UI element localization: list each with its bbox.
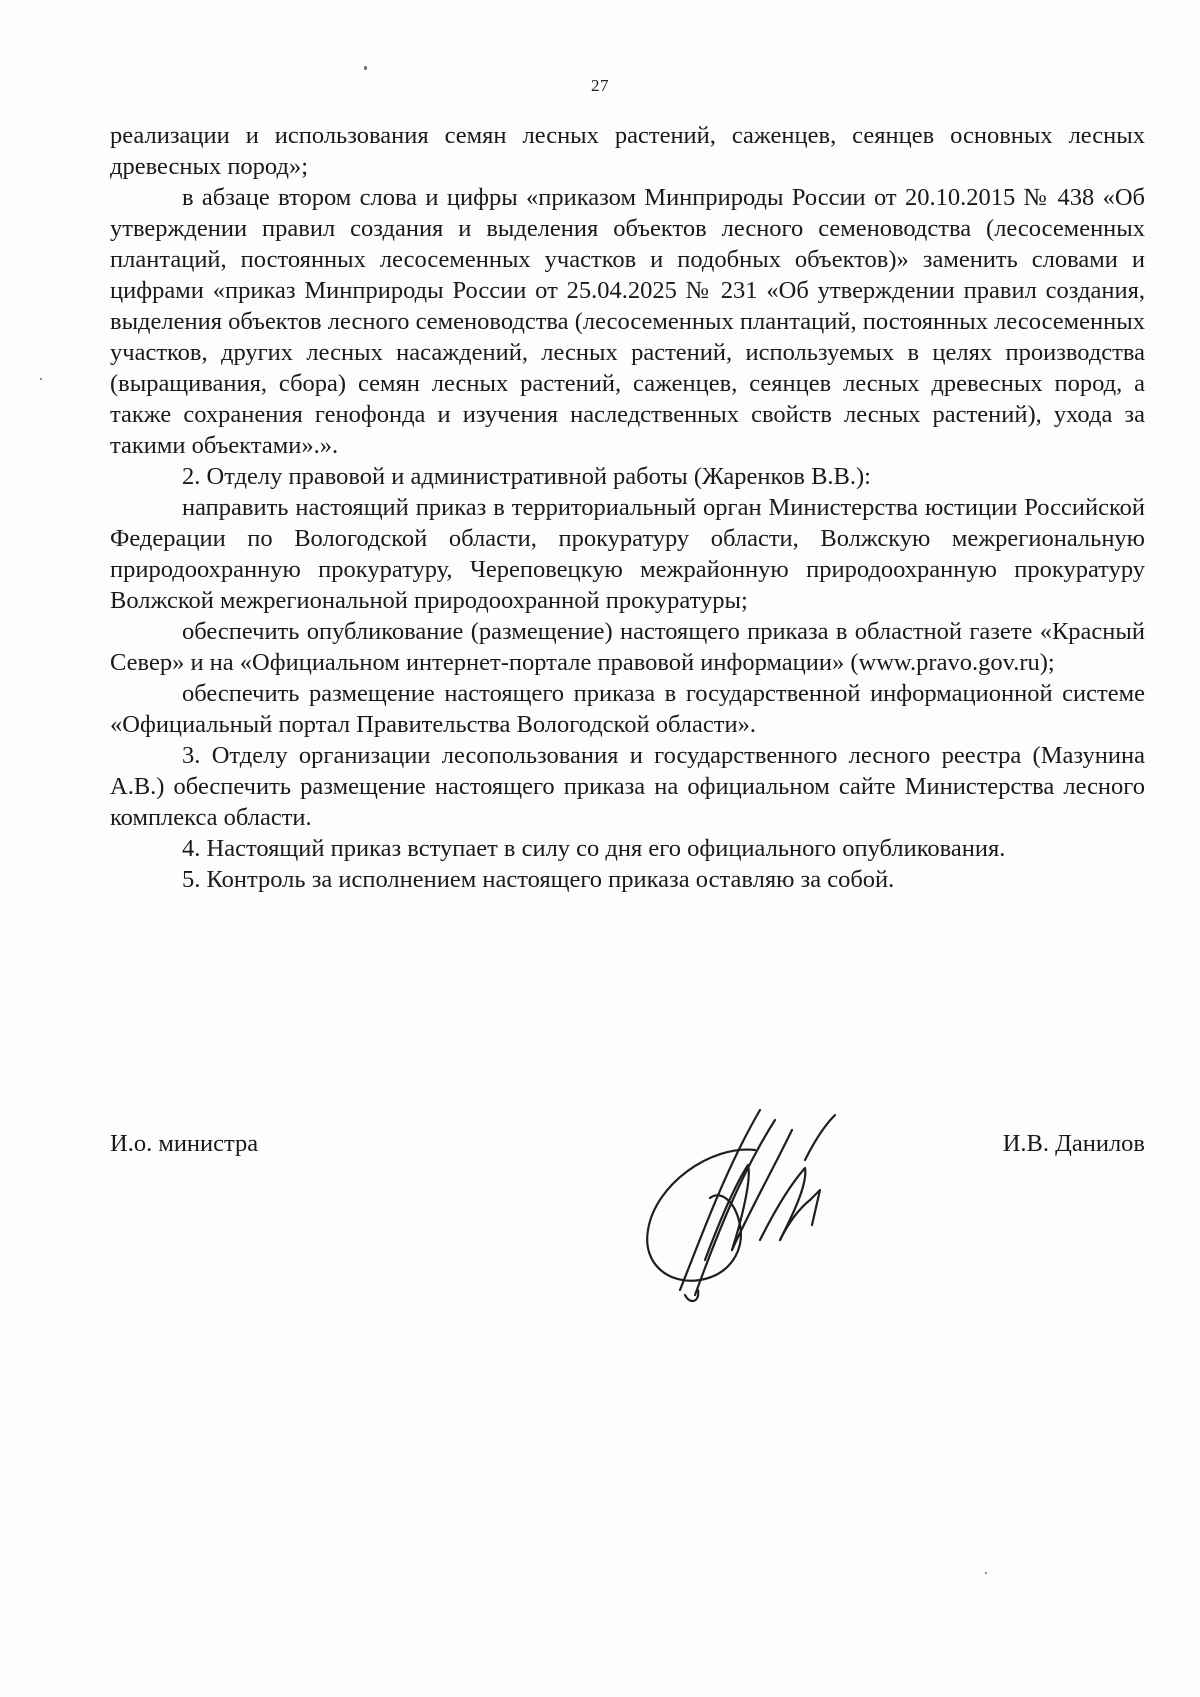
signature-line-stroke [805, 1115, 835, 1160]
scan-speck-mark [985, 1572, 987, 1574]
page-number: 27 [591, 76, 609, 95]
signer-role: И.о. министра [110, 1130, 259, 1157]
paragraph: реализации и использования семян лесных растений, саженцев, сеянцев основных лесных древесных пород»; [110, 122, 1145, 180]
paragraph: направить настоящий приказ в территориальный орган Министерства юстиции Российской Федерации по Вологодской области, прокуратуру области, Волжскую межрегиональную природоохранную прокуратуру, Череповецкую межрайонную природоохранную прокуратуру Волжской межрегиональной природоохранной прокуратуры; [110, 494, 1145, 614]
signature-line-stroke [680, 1110, 760, 1290]
signer-name: И.В. Данилов [1002, 1130, 1145, 1157]
paragraph: 5. Контроль за исполнением настоящего приказа оставляю за собой. [182, 866, 895, 893]
signature-block [110, 1130, 1145, 1190]
signature-loop-stroke [647, 1150, 755, 1281]
document-body [110, 120, 1145, 895]
paragraph: 3. Отделу организации лесопользования и государственного лесного реестра (Мазунина А.В.) обеспечить размещение настоящего приказа на официальном сайте Министерства лесного комплекса области. [110, 742, 1145, 831]
paragraph: 4. Настоящий приказ вступает в силу со дня его официального опубликования. [182, 835, 1006, 862]
paragraph: обеспечить размещение настоящего приказа в государственной информационной системе «Официальный портал Правительства Вологодской области». [110, 680, 1145, 738]
scan-speck-mark [364, 66, 367, 70]
signature-line-stroke [810, 1190, 820, 1225]
paragraph: в абзаце втором слова и цифры «приказом Минприроды России от 20.10.2015 № 438 «Об утверждении правил создания и выделения объектов лесного семеноводства (лесосеменных плантаций, постоянных лесосеменных участков и подобных объектов)» заменить словами и цифрами «приказ Минприроды России от 25.04.2025 № 231 «Об утверждении правил создания, выделения объектов лесного семеноводства (лесосеменных плантаций, постоянных лесосеменных участков, других лесных насаждений, лесных растений, используемых в целях производства (выращивания, сбора) семян лесных растений, саженцев, сеянцев лесных древесных пород, а также сохранения генофонда и изучения наследственных свойств лесных растений), ухода за такими объектами».». [110, 184, 1145, 459]
handwritten-signature [640, 1090, 890, 1320]
scan-speck-mark [40, 378, 42, 380]
paragraph: обеспечить опубликование (размещение) настоящего приказа в областной газете «Красный Север» и на «Официальном интернет-портале правовой информации» (www.pravo.gov.ru); [110, 618, 1145, 676]
paragraph: 2. Отделу правовой и административной работы (Жаренков В.В.): [182, 463, 871, 490]
